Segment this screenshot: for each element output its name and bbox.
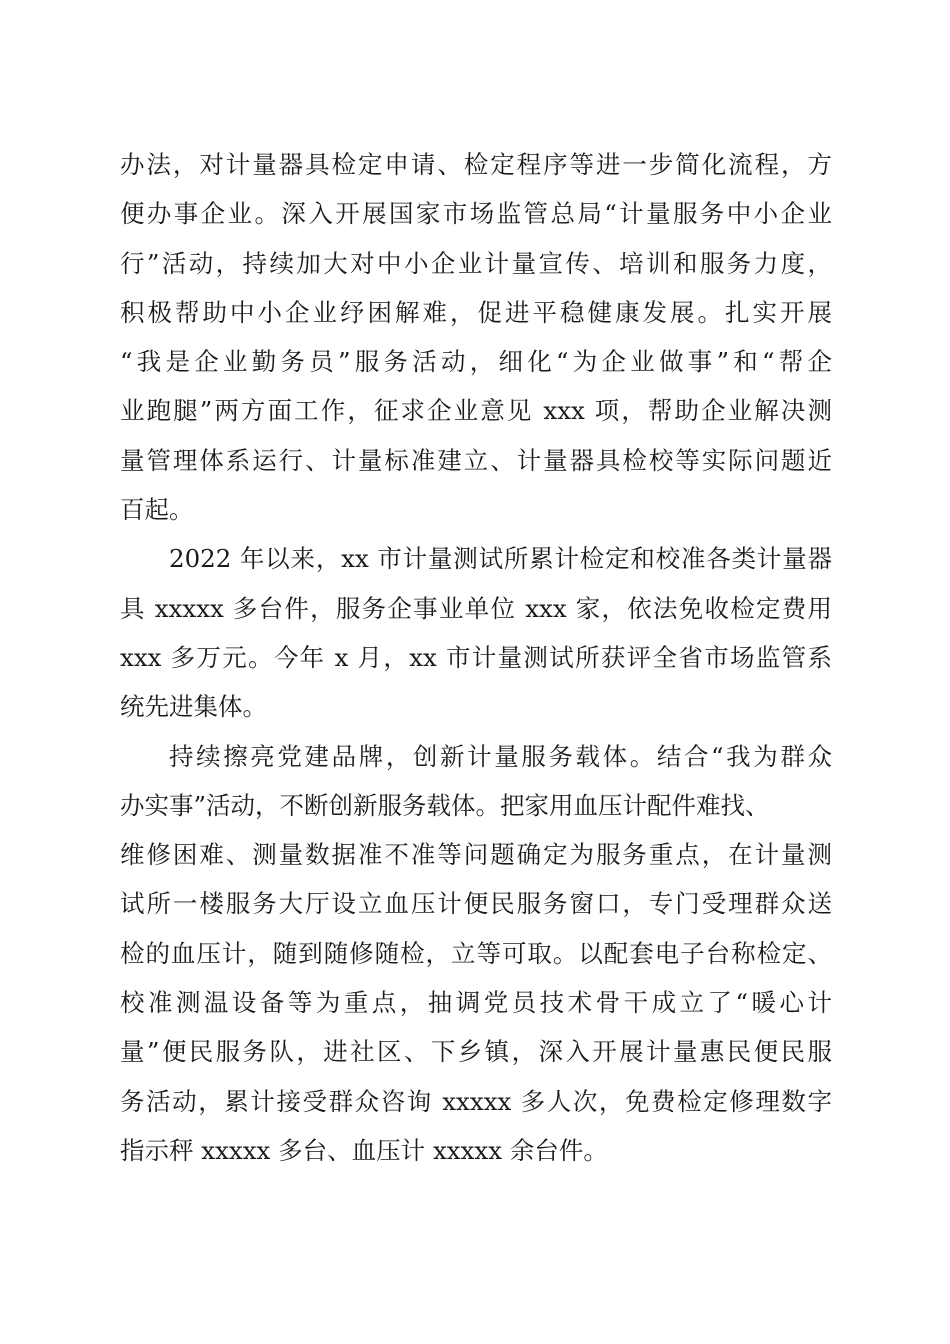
text-line: xxx 多万元。今年 x 月，xx 市计量测试所获评全省市场监管系	[120, 642, 832, 672]
text-line: 务活动，累计接受群众咨询 xxxxx 多人次，免费检定修理数字	[120, 1086, 832, 1116]
body-text	[120, 140, 832, 1175]
paragraph-first-line: 持续擦亮党建品牌，创新计量服务载体。结合“我为群众	[169, 741, 832, 771]
text-line: 指示秤 xxxxx 多台、血压计 xxxxx 余台件。	[120, 1135, 608, 1165]
text-line: 试所一楼服务大厅设立血压计便民服务窗口，专门受理群众送	[120, 889, 832, 919]
text-line: 统先进集体。	[120, 692, 267, 722]
text-line: 检的血压计，随到随修随检，立等可取。以配套电子台称检定、	[120, 938, 832, 968]
text-line: 积极帮助中小企业纾困解难，促进平稳健康发展。扎实开展	[120, 297, 832, 327]
paragraph-first-line: 2022 年以来，xx 市计量测试所累计检定和校准各类计量器	[169, 544, 832, 574]
text-line: 行”活动，持续加大对中小企业计量宣传、培训和服务力度，	[120, 248, 832, 278]
text-line: 办法，对计量器具检定申请、检定程序等进一步简化流程，方	[120, 150, 832, 179]
text-line: 具 xxxxx 多台件，服务企事业单位 xxx 家，依法免收检定费用	[120, 593, 832, 623]
text-line: 量”便民服务队，进社区、下乡镇，深入开展计量惠民便民服	[120, 1037, 832, 1067]
text-line: 百起。	[120, 495, 194, 525]
text-line: 业跑腿”两方面工作，征求企业意见 xxx 项，帮助企业解决测	[120, 396, 832, 426]
text-line: 办实事”活动，不断创新服务载体。把家用血压计配件难找、	[120, 790, 770, 820]
text-line: 校准测温设备等为重点，抽调党员技术骨干成立了“暖心计	[120, 988, 832, 1018]
text-line: 量管理体系运行、计量标准建立、计量器具检校等实际问题近	[120, 445, 832, 475]
text-line: “我是企业勤务员”服务活动，细化“为企业做事”和“帮企	[120, 347, 832, 377]
text-line: 维修困难、测量数据准不准等问题确定为服务重点，在计量测	[120, 840, 832, 870]
text-line: 便办事企业。深入开展国家市场监管总局“计量服务中小企业	[120, 199, 832, 229]
